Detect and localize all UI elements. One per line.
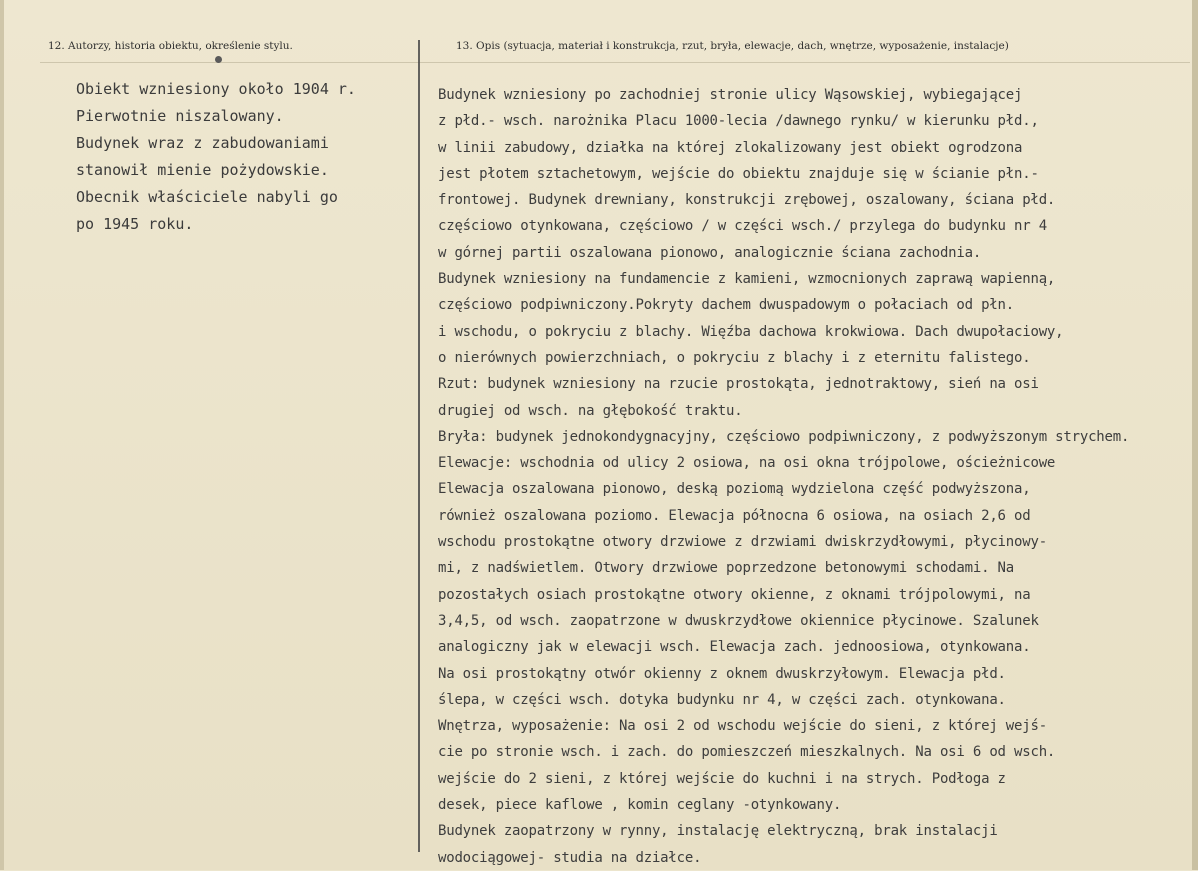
- description-line: wschodu prostokątne otwory drzwiowe z drzwiami dwiskrzydłowymi, płycinowy-: [438, 534, 1047, 551]
- description-line: drugiej od wsch. na głębokość traktu.: [438, 402, 743, 419]
- description-line: Elewacja oszalowana pionowo, deską poziomą wydzielona część podwyższona,: [438, 481, 1031, 498]
- history-line: po 1945 roku.: [76, 215, 194, 233]
- description-line: w linii zabudowy, działka na której zlokalizowany jest obiekt ogrodzona: [438, 139, 1023, 156]
- history-line: Obecnik właściciele nabyli go: [76, 188, 338, 206]
- section-12-heading: 12. Autorzy, historia obiektu, określenie stylu.: [48, 40, 293, 52]
- description-line: Wnętrza, wyposażenie: Na osi 2 od wschodu wejście do sieni, z której wejś-: [438, 718, 1047, 735]
- column-divider: [418, 40, 420, 852]
- history-line: stanowił mienie pożydowskie.: [76, 161, 329, 179]
- description-line: analogiczny jak w elewacji wsch. Elewacja zach. jednoosiowa, otynkowana.: [438, 639, 1031, 656]
- description-line: Bryła: budynek jednokondygnacyjny, częściowo podpiwniczony, z podwyższonym strychem.: [438, 428, 1130, 445]
- description-line: również oszalowana poziomo. Elewacja północna 6 osiowa, na osiach 2,6 od: [438, 507, 1031, 524]
- history-text: [76, 76, 406, 238]
- description-line: Rzut: budynek wzniesiony na rzucie prostokąta, jednotraktowy, sień na osi: [438, 376, 1039, 393]
- description-line: mi, z nadświetlem. Otwory drzwiowe poprzedzone betonowymi schodami. Na: [438, 560, 1015, 577]
- description-text: [438, 82, 1190, 871]
- description-line: cie po stronie wsch. i zach. do pomieszczeń mieszkalnych. Na osi 6 od wsch.: [438, 744, 1056, 761]
- section-13-heading: 13. Opis (sytuacja, materiał i konstrukcja, rzut, bryła, elewacje, dach, wnętrze, wyposażenie, instalacje): [456, 40, 1009, 52]
- description-line: wejście do 2 sieni, z której wejście do kuchni i na strych. Podłoga z: [438, 770, 1006, 787]
- description-line: ślepa, w części wsch. dotyka budynku nr 4, w części zach. otynkowana.: [438, 691, 1006, 708]
- description-line: Na osi prostokątny otwór okienny z oknem dwuskrzyłowym. Elewacja płd.: [438, 665, 1006, 682]
- description-line: pozostałych osiach prostokątne otwory okienne, z oknami trójpolowymi, na: [438, 586, 1031, 603]
- description-line: 3,4,5, od wsch. zaopatrzone w dwuskrzydłowe okiennice płycinowe. Szalunek: [438, 612, 1039, 629]
- history-line: Pierwotnie niszalowany.: [76, 107, 284, 125]
- description-line: częściowo otynkowana, częściowo / w części wsch./ przylega do budynku nr 4: [438, 218, 1047, 235]
- description-line: w górnej partii oszalowana pionowo, analogicznie ściana zachodnia.: [438, 244, 982, 261]
- description-line: frontowej. Budynek drewniany, konstrukcji zrębowej, oszalowany, ściana płd.: [438, 192, 1056, 209]
- page-left-edge: [0, 0, 4, 870]
- description-line: desek, piece kaflowe , komin ceglany -otynkowany.: [438, 797, 842, 814]
- description-line: częściowo podpiwniczony.Pokryty dachem dwuspadowym o połaciach od płn.: [438, 297, 1015, 314]
- description-line: Budynek zaopatrzony w rynny, instalację elektryczną, brak instalacji: [438, 823, 998, 840]
- description-line: o nierównych powierzchniach, o pokryciu z blachy i z eternitu falistego.: [438, 349, 1031, 366]
- history-line: Obiekt wzniesiony około 1904 r.: [76, 80, 356, 98]
- description-line: Elewacje: wschodnia od ulicy 2 osiowa, na osi okna trójpolowe, ościeżnicowe: [438, 455, 1056, 472]
- header-rule: [40, 62, 1190, 63]
- description-line: z płd.- wsch. narożnika Placu 1000-lecia /dawnego rynku/ w kierunku płd.,: [438, 113, 1039, 130]
- history-line: Budynek wraz z zabudowaniami: [76, 134, 329, 152]
- punch-hole-mark: [215, 56, 222, 63]
- description-line: Budynek wzniesiony na fundamencie z kamieni, wzmocnionych zaprawą wapienną,: [438, 271, 1056, 288]
- description-line: wodociągowej- studia na działce.: [438, 849, 702, 866]
- description-line: jest płotem sztachetowym, wejście do obiektu znajduje się w ścianie płn.-: [438, 165, 1039, 182]
- description-line: i wschodu, o pokryciu z blachy. Więźba dachowa krokwiowa. Dach dwupołaciowy,: [438, 323, 1064, 340]
- page-right-edge: [1192, 0, 1198, 870]
- description-line: Budynek wzniesiony po zachodniej stronie ulicy Wąsowskiej, wybiegającej: [438, 87, 1023, 103]
